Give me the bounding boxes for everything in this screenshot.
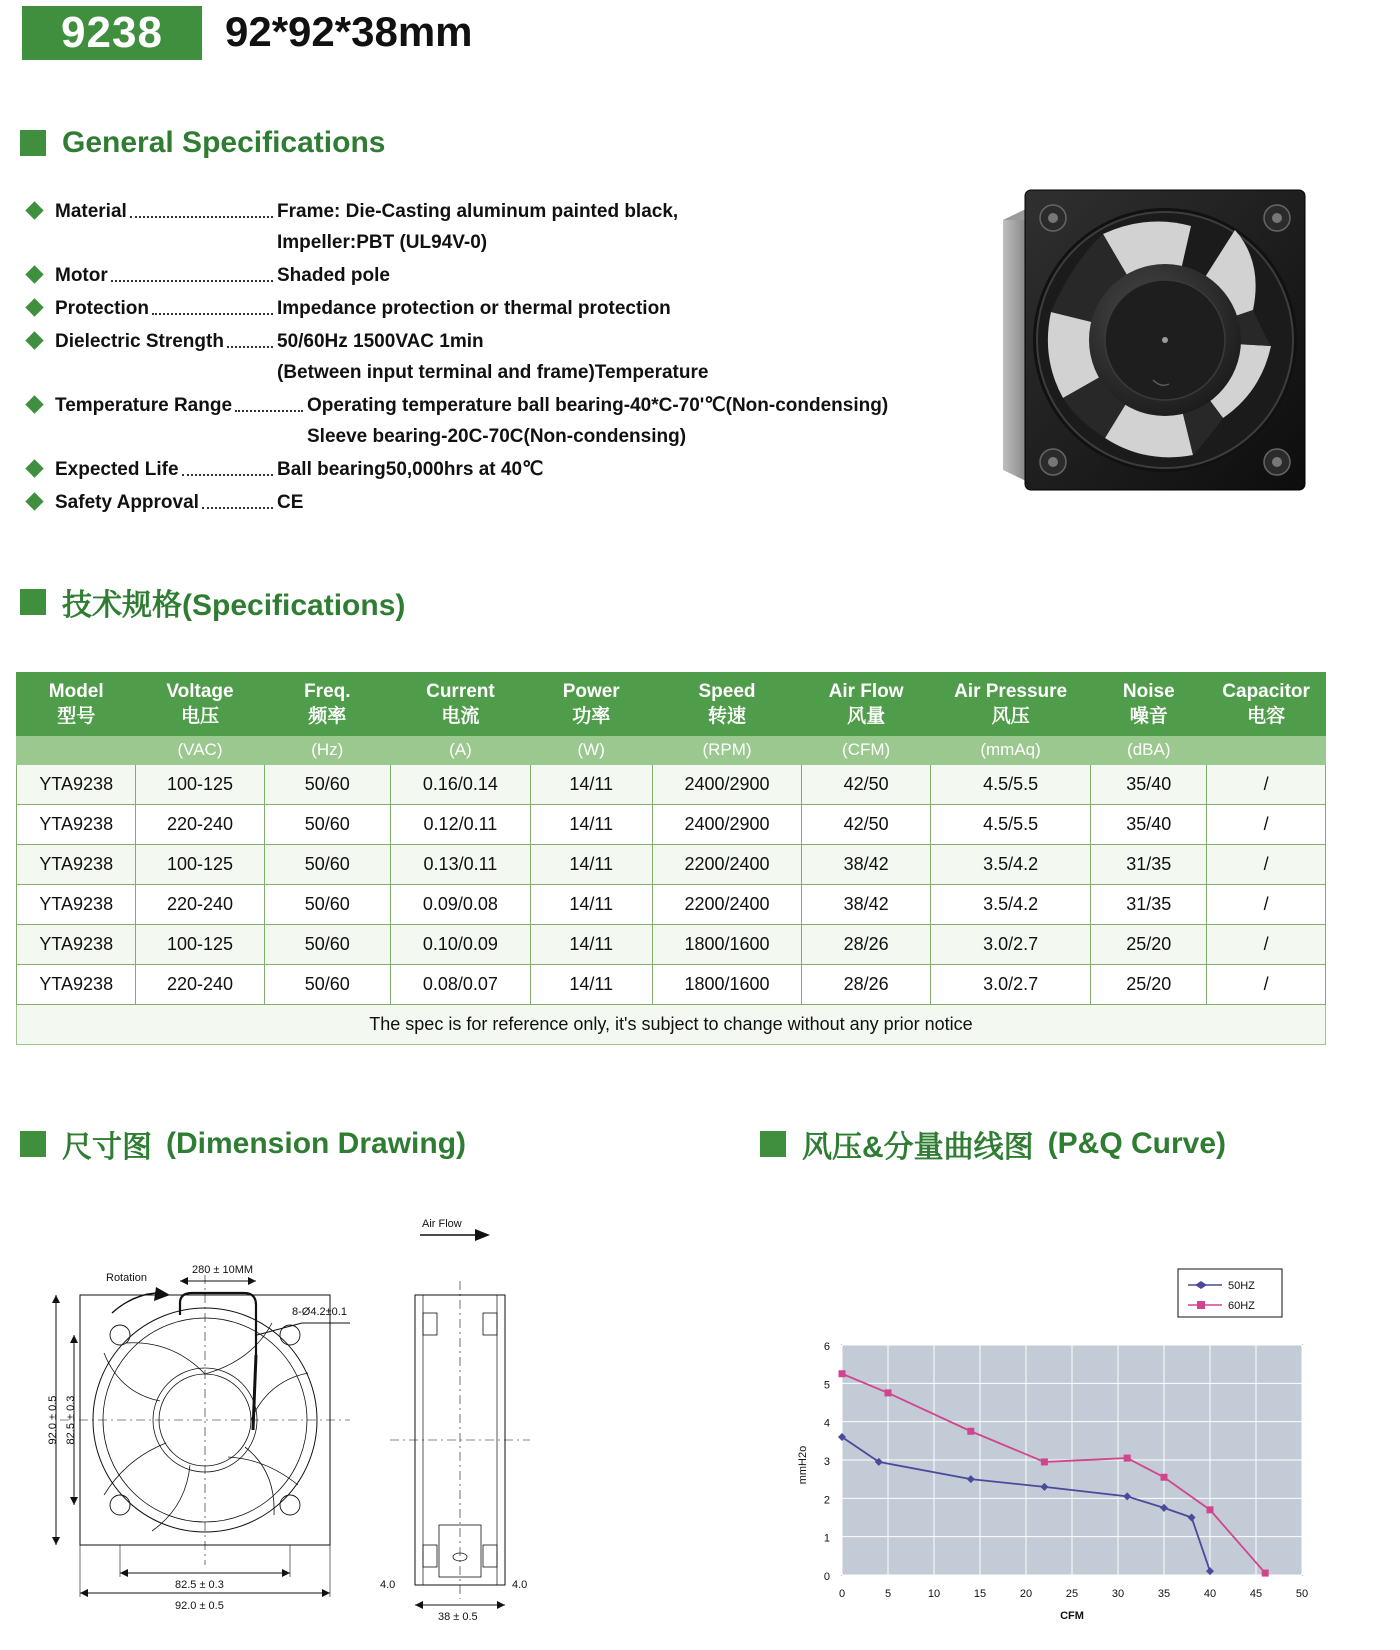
- header-en: Noise: [1122, 681, 1175, 702]
- bullet-diamond-icon: [25, 265, 43, 283]
- cell-voltage: 220-240: [136, 885, 264, 925]
- spec-label: Expected Life: [55, 459, 179, 480]
- specifications-table: [16, 672, 1326, 1045]
- unit-cell: (CFM): [802, 736, 930, 765]
- table-units-row: [17, 736, 1326, 765]
- cell-airflow: 42/50: [802, 805, 930, 845]
- column-header: [802, 673, 930, 736]
- leader-dots: [202, 507, 273, 509]
- section-technical-specifications: [20, 580, 405, 624]
- x-tick-label: 10: [927, 1588, 941, 1600]
- cell-speed: 2400/2900: [652, 805, 802, 845]
- cell-freq: 50/60: [264, 965, 390, 1005]
- page-header: [0, 0, 1400, 70]
- data-point: [1041, 1458, 1048, 1465]
- cell-airflow: 38/42: [802, 885, 930, 925]
- spec-value: CE: [277, 492, 304, 513]
- cell-model: YTA9238: [17, 965, 136, 1005]
- unit-cell: (RPM): [652, 736, 802, 765]
- bullet-diamond-icon: [25, 459, 43, 477]
- data-point: [839, 1370, 846, 1377]
- column-header: [264, 673, 390, 736]
- cell-freq: 50/60: [264, 845, 390, 885]
- cell-speed: 2200/2400: [652, 885, 802, 925]
- cell-noise: 31/35: [1091, 845, 1207, 885]
- header-en: Freq.: [304, 681, 351, 702]
- section-marker-icon: [20, 589, 46, 615]
- cell-freq: 50/60: [264, 885, 390, 925]
- list-item: [28, 293, 978, 324]
- y-tick-label: 0: [823, 1571, 830, 1583]
- header-cn: 型号: [57, 706, 96, 727]
- cell-voltage: 100-125: [136, 925, 264, 965]
- cell-speed: 1800/1600: [652, 965, 802, 1005]
- cell-power: 14/11: [530, 885, 652, 925]
- cell-capacitor: /: [1207, 925, 1326, 965]
- header-cn: 频率: [308, 706, 347, 727]
- cell-current: 0.13/0.11: [391, 845, 531, 885]
- cell-voltage: 100-125: [136, 765, 264, 805]
- unit-cell: (mmAq): [930, 736, 1091, 765]
- cell-airpressure: 3.0/2.7: [930, 965, 1091, 1005]
- edge-left-label: 4.0: [380, 1579, 396, 1591]
- section-marker-icon: [20, 1131, 46, 1157]
- cell-airpressure: 3.0/2.7: [930, 925, 1091, 965]
- data-point: [1161, 1474, 1168, 1481]
- x-tick-label: 50: [1295, 1588, 1309, 1600]
- cell-speed: 1800/1600: [652, 925, 802, 965]
- cell-power: 14/11: [530, 805, 652, 845]
- spec-value-line1: 50/60Hz 1500VAC 1min: [277, 331, 484, 352]
- column-header: [1207, 673, 1326, 736]
- y-tick-label: 1: [823, 1532, 830, 1545]
- x-tick-label: 30: [1111, 1588, 1125, 1600]
- cell-speed: 2400/2900: [652, 765, 802, 805]
- leader-dots: [235, 410, 303, 412]
- unit-cell: (Hz): [264, 736, 390, 765]
- cell-current: 0.16/0.14: [391, 765, 531, 805]
- unit-cell: [1207, 736, 1326, 765]
- spec-value-line1: Frame: Die-Casting aluminum painted black,: [277, 201, 679, 222]
- list-item: [28, 454, 978, 485]
- data-point: [1262, 1570, 1269, 1577]
- column-header: [136, 673, 264, 736]
- cell-current: 0.09/0.08: [391, 885, 531, 925]
- cell-model: YTA9238: [17, 765, 136, 805]
- x-tick-label: 45: [1249, 1588, 1263, 1600]
- product-photo: [985, 170, 1315, 520]
- leader-dots: [152, 313, 273, 315]
- x-tick-label: 35: [1157, 1588, 1171, 1600]
- list-item: [28, 196, 978, 258]
- x-tick-label: 20: [1019, 1588, 1033, 1600]
- data-point: [885, 1389, 892, 1396]
- spec-value: Impedance protection or thermal protection: [277, 298, 671, 319]
- header-en: Power: [562, 681, 620, 702]
- header-cn: 噪音: [1129, 706, 1168, 727]
- table-row: [17, 765, 1326, 805]
- cell-model: YTA9238: [17, 925, 136, 965]
- bullet-diamond-icon: [25, 298, 43, 316]
- table-row: [17, 925, 1326, 965]
- product-size: 92*92*38mm: [225, 8, 473, 55]
- table-row: [17, 965, 1326, 1005]
- cell-airflow: 28/26: [802, 965, 930, 1005]
- spec-label: Dielectric Strength: [55, 331, 224, 352]
- cell-noise: 25/20: [1091, 925, 1207, 965]
- cell-current: 0.12/0.11: [391, 805, 531, 845]
- header-en: Current: [426, 681, 495, 702]
- cell-current: 0.10/0.09: [391, 925, 531, 965]
- table-header-row: [17, 673, 1326, 736]
- list-item: [28, 260, 978, 291]
- table-row: [17, 885, 1326, 925]
- cell-model: YTA9238: [17, 805, 136, 845]
- spec-label: Temperature Range: [55, 395, 233, 416]
- header-cn: 电压: [180, 706, 219, 727]
- dim-inner-width: 82.5 ± 0.3: [175, 1579, 224, 1591]
- header-cn: 风压: [991, 706, 1030, 727]
- dim-depth: 38 ± 0.5: [438, 1611, 478, 1623]
- spec-value: [307, 390, 888, 452]
- cell-capacitor: /: [1207, 805, 1326, 845]
- x-tick-label: 40: [1203, 1588, 1217, 1600]
- spec-label: Motor: [55, 265, 108, 286]
- data-point: [1124, 1455, 1131, 1462]
- section-title-text: General Specifications: [62, 126, 386, 159]
- cell-power: 14/11: [530, 845, 652, 885]
- column-header: [652, 673, 802, 736]
- dim-inner-height: 82.5 ± 0.3: [65, 1395, 77, 1445]
- section-marker-icon: [760, 1131, 786, 1157]
- spec-label: Safety Approval: [55, 492, 199, 513]
- list-item: [28, 390, 978, 452]
- section-title-en: (P&Q Curve): [1047, 1127, 1227, 1160]
- cell-voltage: 100-125: [136, 845, 264, 885]
- table-row: [17, 845, 1326, 885]
- y-tick-label: 4: [823, 1417, 830, 1430]
- cell-noise: 31/35: [1091, 885, 1207, 925]
- cell-capacitor: /: [1207, 965, 1326, 1005]
- bullet-diamond-icon: [25, 331, 43, 349]
- unit-cell: [17, 736, 136, 765]
- cell-speed: 2200/2400: [652, 845, 802, 885]
- cell-voltage: 220-240: [136, 965, 264, 1005]
- cell-current: 0.08/0.07: [391, 965, 531, 1005]
- table-note: The spec is for reference only, it's subject to change without any prior notice: [17, 1005, 1326, 1045]
- cell-model: YTA9238: [17, 885, 136, 925]
- cell-airpressure: 4.5/5.5: [930, 805, 1091, 845]
- header-en: Model: [48, 681, 104, 702]
- y-axis-label: mmH2o: [797, 1445, 809, 1485]
- cell-noise: 35/40: [1091, 805, 1207, 845]
- spec-value-line1: Operating temperature ball bearing-40*C-70'℃(Non-condensing): [307, 395, 889, 416]
- column-header: [1091, 673, 1207, 736]
- data-point: [967, 1428, 974, 1435]
- cell-power: 14/11: [530, 765, 652, 805]
- cell-power: 14/11: [530, 925, 652, 965]
- leader-dots: [130, 216, 273, 218]
- legend-label-50hz: 50HZ: [1228, 1280, 1255, 1292]
- spec-value: Ball bearing50,000hrs at 40℃: [277, 459, 544, 480]
- header-cn: 电容: [1247, 706, 1286, 727]
- column-header: [391, 673, 531, 736]
- header-cn: 风量: [847, 706, 886, 727]
- cell-airpressure: 3.5/4.2: [930, 885, 1091, 925]
- leader-dots: [182, 474, 273, 476]
- table-row: [17, 805, 1326, 845]
- cell-freq: 50/60: [264, 805, 390, 845]
- spec-value: Shaded pole: [277, 265, 390, 286]
- unit-cell: (A): [391, 736, 531, 765]
- cell-noise: 25/20: [1091, 965, 1207, 1005]
- table-note-row: [17, 1005, 1326, 1045]
- y-tick-label: 3: [823, 1456, 830, 1468]
- spec-value: [277, 196, 678, 258]
- general-spec-list: [28, 196, 978, 520]
- cell-noise: 35/40: [1091, 765, 1207, 805]
- column-header: [930, 673, 1091, 736]
- hole-spec-label: 8-Ø4.2±0.1: [292, 1306, 347, 1318]
- edge-right-label: 4.0: [512, 1579, 528, 1591]
- cell-capacitor: /: [1207, 845, 1326, 885]
- section-title-en: (Dimension Drawing): [166, 1127, 467, 1160]
- cell-voltage: 220-240: [136, 805, 264, 845]
- cell-capacitor: /: [1207, 765, 1326, 805]
- lead-length-label: 280 ± 10MM: [192, 1264, 254, 1276]
- header-en: Speed: [698, 681, 756, 702]
- data-point: [1207, 1506, 1214, 1513]
- section-marker-icon: [20, 130, 46, 156]
- header-en: Air Flow: [828, 681, 904, 702]
- unit-cell: (dBA): [1091, 736, 1207, 765]
- model-number: 9238: [61, 8, 163, 57]
- airflow-label: Air Flow: [422, 1218, 462, 1230]
- list-item: [28, 487, 978, 518]
- x-tick-label: 25: [1065, 1588, 1079, 1600]
- header-cn: 功率: [572, 706, 611, 727]
- section-title-text: 技术规格(Specifications): [62, 589, 406, 622]
- section-general-specifications: [20, 126, 385, 160]
- leader-dots: [111, 280, 273, 282]
- header-en: Capacitor: [1222, 681, 1310, 702]
- spec-label: Material: [55, 201, 127, 222]
- cell-model: YTA9238: [17, 845, 136, 885]
- list-item: [28, 326, 978, 388]
- header-cn: 电流: [441, 706, 480, 727]
- x-axis-label: CFM: [1060, 1610, 1084, 1622]
- unit-cell: (W): [530, 736, 652, 765]
- leader-dots: [227, 346, 273, 348]
- x-tick-label: 5: [884, 1588, 892, 1600]
- dim-outer-height: 92.0 ± 0.5: [47, 1395, 59, 1445]
- column-header: [17, 673, 136, 736]
- section-pq-curve: [760, 1122, 1226, 1166]
- bullet-diamond-icon: [25, 492, 43, 510]
- cell-capacitor: /: [1207, 885, 1326, 925]
- model-badge: [22, 6, 202, 60]
- cell-airflow: 42/50: [802, 765, 930, 805]
- y-tick-label: 5: [823, 1379, 830, 1392]
- spec-value-line2: Impeller:PBT (UL94V-0): [277, 232, 488, 253]
- spec-value-line2: (Between input terminal and frame)Temperature: [277, 362, 709, 383]
- rotation-label: Rotation: [106, 1272, 147, 1284]
- header-cn: 转速: [707, 706, 746, 727]
- dim-outer-width: 92.0 ± 0.5: [175, 1600, 224, 1612]
- legend-label-60hz: 60HZ: [1228, 1300, 1255, 1312]
- x-tick-label: 15: [973, 1588, 987, 1600]
- header-en: Air Pressure: [954, 681, 1068, 702]
- x-tick-label: 0: [838, 1588, 846, 1600]
- cell-airpressure: 3.5/4.2: [930, 845, 1091, 885]
- pq-curve-chart: [760, 1195, 1370, 1625]
- y-tick-label: 6: [823, 1341, 830, 1353]
- section-title-cn: 尺寸图: [62, 1131, 152, 1164]
- spec-value-line2: Sleeve bearing-20C-70C(Non-condensing): [307, 426, 687, 447]
- spec-label: Protection: [55, 298, 149, 319]
- dimension-drawing: [20, 1195, 680, 1625]
- spec-value: [277, 326, 708, 388]
- cell-freq: 50/60: [264, 925, 390, 965]
- cell-freq: 50/60: [264, 765, 390, 805]
- cell-power: 14/11: [530, 965, 652, 1005]
- section-dimension-drawing: [20, 1122, 466, 1166]
- bullet-diamond-icon: [25, 395, 43, 413]
- cell-airpressure: 4.5/5.5: [930, 765, 1091, 805]
- section-title-cn: 风压&分量曲线图: [802, 1131, 1034, 1164]
- cell-airflow: 38/42: [802, 845, 930, 885]
- cell-airflow: 28/26: [802, 925, 930, 965]
- header-en: Voltage: [166, 681, 234, 702]
- y-tick-label: 2: [823, 1494, 830, 1507]
- bullet-diamond-icon: [25, 201, 43, 219]
- unit-cell: (VAC): [136, 736, 264, 765]
- column-header: [530, 673, 652, 736]
